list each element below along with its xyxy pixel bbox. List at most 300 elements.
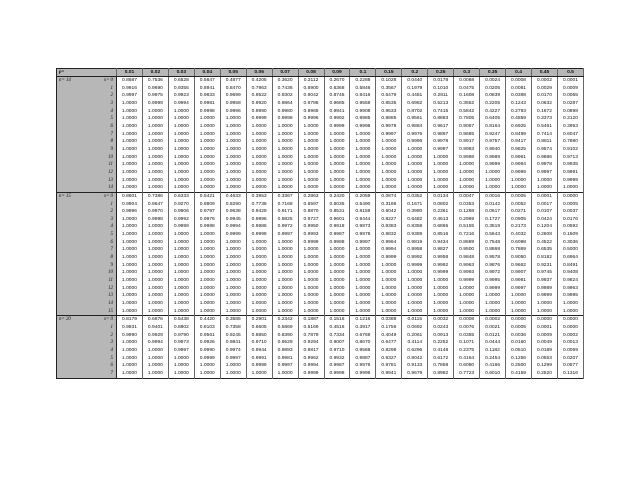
row-label [57, 138, 117, 146]
binomial-cdf-table [56, 68, 584, 379]
table-cell: 1.0000 [402, 308, 428, 316]
table-cell: 1.0000 [246, 254, 272, 262]
table-cell: 0.7805 [454, 115, 480, 123]
table-cell: 1.0000 [117, 115, 143, 123]
row-label [57, 339, 117, 347]
table-cell: 1.0000 [246, 123, 272, 131]
table-cell: 0.9832 [376, 231, 402, 239]
row-label [57, 216, 117, 224]
table-cell: 1.0000 [402, 154, 428, 162]
table-cell: 0.9975 [142, 92, 168, 100]
x-label: x= 0 [103, 193, 113, 199]
table-cell: 1.0000 [220, 300, 246, 308]
row-label [57, 262, 117, 270]
x-label: 14 [108, 185, 113, 191]
table-cell: 0.2342 [272, 316, 298, 324]
n-label: n= 20 [59, 317, 71, 323]
table-cell: 0.2205 [480, 100, 506, 108]
table-cell: 0.3980 [402, 208, 428, 216]
table-cell: 1.0000 [298, 262, 324, 270]
table-cell: 0.8358 [402, 223, 428, 231]
table-cell: 0.4877 [220, 77, 246, 85]
table-cell: 0.9873 [350, 223, 376, 231]
table-cell: 1.0000 [324, 161, 350, 169]
table-cell: 0.9987 [324, 231, 350, 239]
table-cell: 1.0000 [272, 262, 298, 270]
x-label: 3 [110, 340, 113, 346]
table-row [57, 123, 584, 131]
row-label [57, 169, 117, 177]
table-cell: 0.9983 [454, 146, 480, 154]
table-row [57, 216, 584, 224]
table-cell: 0.0107 [532, 208, 558, 216]
table-cell: 0.0577 [557, 362, 583, 370]
table-row [57, 108, 584, 116]
table-cell: 0.0059 [557, 347, 583, 355]
table-cell: 0.5213 [428, 100, 454, 108]
table-cell: 1.0000 [376, 269, 402, 277]
table-cell: 0.0388 [376, 316, 402, 324]
p-value-header: 0.1 [350, 69, 376, 77]
table-cell: 1.0000 [142, 262, 168, 270]
table-cell: 1.0000 [142, 308, 168, 316]
table-cell: 0.1509 [557, 231, 583, 239]
table-cell: 0.2059 [350, 192, 376, 200]
table-cell: 0.7414 [532, 131, 558, 139]
table-cell: 1.0000 [168, 239, 194, 247]
table-cell: 0.9998 [142, 216, 168, 224]
table-cell: 1.0000 [168, 277, 194, 285]
table-cell: 0.4148 [428, 347, 454, 355]
table-cell: 0.9997 [376, 131, 402, 139]
table-cell: 0.8811 [532, 138, 558, 146]
table-cell: 0.0592 [557, 223, 583, 231]
table-header-row [57, 69, 584, 77]
table-cell: 1.0000 [557, 184, 583, 192]
table-cell: 0.5155 [454, 223, 480, 231]
table-cell: 1.0000 [117, 362, 143, 370]
table-cell: 0.9941 [376, 370, 402, 378]
table-cell: 0.6080 [454, 362, 480, 370]
table-cell: 1.0000 [376, 138, 402, 146]
table-cell: 1.0000 [246, 161, 272, 169]
table-cell: 0.0553 [532, 355, 558, 363]
table-row [57, 115, 584, 123]
table-cell: 0.9976 [350, 362, 376, 370]
table-cell: 0.9999 [324, 123, 350, 131]
row-label [57, 201, 117, 209]
row-label [57, 85, 117, 93]
table-cell: 1.0000 [142, 154, 168, 162]
table-cell: 0.9999 [532, 292, 558, 300]
table-cell: 1.0000 [506, 300, 532, 308]
table-cell: 1.0000 [506, 292, 532, 300]
table-cell: 1.0000 [168, 300, 194, 308]
table-cell: 1.0000 [350, 131, 376, 139]
x-label: 5 [110, 232, 113, 238]
table-cell: 1.0000 [220, 308, 246, 316]
table-cell: 0.1216 [350, 316, 376, 324]
table-cell: 0.1071 [454, 339, 480, 347]
table-cell: 0.8416 [350, 92, 376, 100]
table-cell: 1.0000 [117, 239, 143, 247]
table-cell: 1.0000 [220, 184, 246, 192]
table-cell: 0.3567 [376, 85, 402, 93]
table-cell: 0.9886 [532, 154, 558, 162]
table-cell: 0.9885 [376, 115, 402, 123]
table-cell: 1.0000 [117, 285, 143, 293]
table-cell: 0.9997 [220, 355, 246, 363]
table-row [57, 339, 584, 347]
table-cell: 1.0000 [350, 169, 376, 177]
table-cell: 1.0000 [246, 300, 272, 308]
table-cell: 0.0005 [557, 201, 583, 209]
table-cell: 0.9067 [454, 123, 480, 131]
table-cell: 1.0000 [220, 161, 246, 169]
table-cell: 0.7963 [246, 85, 272, 93]
table-cell: 0.9522 [246, 92, 272, 100]
table-row [57, 332, 584, 340]
table-cell: 1.0000 [272, 138, 298, 146]
table-cell: 0.9996 [350, 370, 376, 378]
table-cell: 0.2670 [324, 77, 350, 85]
table-cell: 1.0000 [194, 177, 220, 185]
x-label: 2 [110, 332, 113, 338]
table-cell: 1.0000 [402, 177, 428, 185]
table-cell: 1.0000 [194, 123, 220, 131]
table-cell: 0.9997 [117, 92, 143, 100]
p-value-header: 0.07 [272, 69, 298, 77]
p-value-header: 0.09 [324, 69, 350, 77]
table-cell: 1.0000 [298, 285, 324, 293]
table-cell: 0.9710 [324, 347, 350, 355]
table-cell: 0.2288 [350, 77, 376, 85]
table-cell: 0.1979 [402, 85, 428, 93]
table-cell: 1.0000 [506, 177, 532, 185]
row-label [57, 324, 117, 332]
table-cell: 1.0000 [272, 154, 298, 162]
table-cell: 0.0189 [532, 347, 558, 355]
table-cell: 1.0000 [272, 161, 298, 169]
table-cell: 0.9713 [557, 154, 583, 162]
table-cell: 0.0052 [506, 201, 532, 209]
table-cell: 1.0000 [402, 161, 428, 169]
table-cell: 0.9999 [142, 100, 168, 108]
table-cell: 1.0000 [298, 154, 324, 162]
table-cell: 1.0000 [272, 169, 298, 177]
table-cell: 0.2361 [428, 208, 454, 216]
table-cell: 0.9999 [168, 223, 194, 231]
table-cell: 0.9999 [557, 177, 583, 185]
table-cell: 0.5000 [557, 246, 583, 254]
table-cell: 0.5846 [350, 85, 376, 93]
table-cell: 0.9958 [220, 100, 246, 108]
table-cell: 1.0000 [194, 169, 220, 177]
table-cell: 1.0000 [168, 262, 194, 270]
table-cell: 0.8868 [480, 246, 506, 254]
table-row [57, 370, 584, 378]
table-cell: 0.9897 [428, 131, 454, 139]
table-cell: 0.9996 [220, 108, 246, 116]
x-label: 3 [110, 100, 113, 106]
table-row [57, 201, 584, 209]
table-cell: 1.0000 [142, 239, 168, 247]
table-cell: 0.8470 [220, 85, 246, 93]
x-label: 1 [110, 85, 113, 91]
table-cell: 0.6982 [402, 100, 428, 108]
table-cell: 0.0002 [557, 332, 583, 340]
table-cell: 1.0000 [350, 308, 376, 316]
row-label [57, 131, 117, 139]
table-cell: 0.9999 [298, 370, 324, 378]
table-cell: 0.8941 [194, 85, 220, 93]
table-cell: 0.0009 [532, 332, 558, 340]
table-cell: 0.9294 [298, 339, 324, 347]
table-cell: 0.6047 [557, 131, 583, 139]
table-cell: 1.0000 [480, 300, 506, 308]
table-cell: 0.1256 [506, 355, 532, 363]
table-cell: 0.9389 [402, 231, 428, 239]
table-cell: 0.9994 [142, 339, 168, 347]
table-cell: 0.9817 [298, 347, 324, 355]
table-cell: 0.0036 [506, 332, 532, 340]
table-cell: 0.8499 [506, 131, 532, 139]
x-label: 5 [110, 355, 113, 361]
table-cell: 1.0000 [246, 292, 272, 300]
table-cell: 0.9533 [376, 108, 402, 116]
table-cell: 1.0000 [168, 254, 194, 262]
table-cell: 1.0000 [350, 246, 376, 254]
table-cell: 0.0115 [402, 316, 428, 324]
table-cell: 0.9961 [506, 154, 532, 162]
table-cell: 1.0000 [142, 108, 168, 116]
table-cell: 0.3519 [480, 223, 506, 231]
table-cell: 0.9944 [246, 347, 272, 355]
table-cell: 0.1672 [532, 108, 558, 116]
row-label [57, 108, 117, 116]
table-cell: 0.6098 [506, 239, 532, 247]
table-cell: 1.0000 [194, 292, 220, 300]
table-cell: 0.0271 [506, 208, 532, 216]
table-cell: 0.9992 [402, 254, 428, 262]
p-value-header: 0.3 [454, 69, 480, 77]
table-cell: 0.0353 [454, 201, 480, 209]
table-cell: 1.0000 [454, 308, 480, 316]
row-label [57, 123, 117, 131]
table-cell: 0.8809 [194, 201, 220, 209]
table-cell: 0.5421 [194, 192, 220, 200]
table-cell: 0.1516 [324, 316, 350, 324]
table-cell: 0.8601 [117, 192, 143, 200]
table-cell: 1.0000 [298, 138, 324, 146]
table-cell: 0.0398 [506, 92, 532, 100]
table-cell: 0.0134 [428, 192, 454, 200]
table-cell: 0.0068 [454, 77, 480, 85]
table-cell: 1.0000 [168, 355, 194, 363]
table-cell: 1.0000 [117, 277, 143, 285]
table-cell: 0.5169 [298, 324, 324, 332]
x-label: 12 [108, 169, 113, 175]
x-label: 2 [110, 93, 113, 99]
table-cell: 0.7415 [428, 108, 454, 116]
table-cell: 1.0000 [454, 300, 480, 308]
table-cell: 0.9887 [350, 355, 376, 363]
table-cell: 1.0000 [428, 161, 454, 169]
table-cell: 0.7723 [454, 370, 480, 378]
p-value-header: 0.05 [220, 69, 246, 77]
table-cell: 0.1243 [506, 100, 532, 108]
table-cell: 0.8042 [402, 355, 428, 363]
table-cell: 0.2520 [532, 370, 558, 378]
table-cell: 1.0000 [194, 231, 220, 239]
table-cell: 0.8179 [117, 316, 143, 324]
table-cell: 1.0000 [298, 269, 324, 277]
table-cell: 1.0000 [142, 347, 168, 355]
table-cell: 0.1727 [480, 216, 506, 224]
table-cell: 1.0000 [350, 154, 376, 162]
table-cell: 0.9987 [324, 362, 350, 370]
table-cell: 0.1887 [298, 316, 324, 324]
table-cell: 1.0000 [194, 138, 220, 146]
table-cell: 1.0000 [220, 370, 246, 378]
table-cell: 1.0000 [117, 108, 143, 116]
table-cell: 0.5869 [272, 324, 298, 332]
table-cell: 0.1756 [376, 324, 402, 332]
table-row [57, 308, 584, 316]
table-cell: 1.0000 [220, 115, 246, 123]
table-cell: 1.0000 [194, 161, 220, 169]
table-cell: 1.0000 [220, 138, 246, 146]
table-cell: 1.0000 [246, 131, 272, 139]
table-cell: 0.4516 [324, 324, 350, 332]
table-cell: 0.9989 [532, 285, 558, 293]
p-value-header: 0.35 [480, 69, 506, 77]
table-cell: 1.0000 [350, 285, 376, 293]
table-cell: 1.0000 [168, 123, 194, 131]
table-cell: 1.0000 [402, 146, 428, 154]
table-cell: 0.9662 [506, 262, 532, 270]
table-cell: 0.9647 [142, 201, 168, 209]
table-cell: 0.0352 [402, 192, 428, 200]
table-cell: 1.0000 [272, 254, 298, 262]
table-cell: 1.0000 [142, 269, 168, 277]
table-cell: 0.4205 [246, 77, 272, 85]
table-cell: 0.9999 [246, 115, 272, 123]
table-cell: 0.9992 [168, 216, 194, 224]
table-cell: 1.0000 [376, 161, 402, 169]
x-label: 5 [110, 116, 113, 122]
table-cell: 1.0000 [142, 169, 168, 177]
table-cell: 1.0000 [168, 370, 194, 378]
x-label: 6 [110, 123, 113, 129]
table-cell: 0.1204 [532, 223, 558, 231]
table-cell: 1.0000 [194, 115, 220, 123]
table-cell: 1.0000 [220, 154, 246, 162]
table-cell: 1.0000 [246, 169, 272, 177]
table-cell: 0.9992 [428, 262, 454, 270]
table-cell: 0.9690 [142, 85, 168, 93]
table-row [57, 355, 584, 363]
table-row [57, 285, 584, 293]
table-cell: 0.9907 [506, 269, 532, 277]
table-cell: 1.0000 [350, 277, 376, 285]
table-cell: 0.9998 [194, 108, 220, 116]
table-cell: 0.6477 [376, 339, 402, 347]
table-cell: 1.0000 [428, 177, 454, 185]
table-cell: 0.0065 [557, 92, 583, 100]
x-label: 1 [110, 325, 113, 330]
table-cell: 1.0000 [350, 177, 376, 185]
table-row [57, 184, 584, 192]
table-cell: 0.7358 [220, 324, 246, 332]
x-label: 10 [108, 270, 113, 276]
table-cell: 1.0000 [454, 169, 480, 177]
table-cell: 0.9999 [376, 254, 402, 262]
table-cell: 0.8687 [117, 77, 143, 85]
table-cell: 0.0001 [532, 324, 558, 332]
table-row [57, 254, 584, 262]
table-cell: 0.9997 [168, 347, 194, 355]
x-label: 7 [110, 370, 113, 376]
table-cell: 1.0000 [376, 177, 402, 185]
table-cell: 0.2811 [428, 92, 454, 100]
x-label: 1 [110, 201, 113, 207]
table-cell: 1.0000 [557, 300, 583, 308]
table-cell: 0.4166 [480, 362, 506, 370]
table-cell: 0.7436 [272, 85, 298, 93]
table-cell: 0.4420 [194, 316, 220, 324]
table-cell: 1.0000 [142, 285, 168, 293]
p-value-header: 0.03 [168, 69, 194, 77]
table-cell: 0.9904 [117, 201, 143, 209]
table-cell: 0.0207 [557, 355, 583, 363]
table-cell: 0.7548 [480, 239, 506, 247]
table-cell: 0.9981 [272, 355, 298, 363]
table-cell: 0.6010 [480, 370, 506, 378]
row-label [57, 208, 117, 216]
table-cell: 0.7536 [142, 77, 168, 85]
table-cell: 0.9999 [194, 355, 220, 363]
table-cell: 0.9997 [532, 169, 558, 177]
table-cell: 0.9973 [168, 339, 194, 347]
row-label [57, 146, 117, 154]
table-cell: 1.0000 [194, 277, 220, 285]
table-cell: 1.0000 [324, 292, 350, 300]
table-cell: 0.9980 [272, 108, 298, 116]
table-cell: 1.0000 [117, 184, 143, 192]
table-cell: 0.9786 [298, 100, 324, 108]
table-cell: 0.9993 [454, 269, 480, 277]
table-cell: 1.0000 [298, 308, 324, 316]
table-cell: 1.0000 [480, 177, 506, 185]
table-cell: 0.0000 [506, 316, 532, 324]
row-label [57, 277, 117, 285]
table-cell: 1.0000 [402, 285, 428, 293]
table-cell: 0.2500 [506, 362, 532, 370]
table-cell: 0.9999 [506, 169, 532, 177]
table-cell: 1.0000 [272, 184, 298, 192]
table-cell: 0.4522 [532, 239, 558, 247]
table-cell: 1.0000 [168, 131, 194, 139]
table-cell: 1.0000 [272, 239, 298, 247]
table-cell: 1.0000 [324, 300, 350, 308]
table-cell: 0.7880 [557, 138, 583, 146]
row-label [57, 100, 117, 108]
table-cell: 1.0000 [324, 285, 350, 293]
table-cell: 0.4227 [480, 108, 506, 116]
table-cell: 0.9990 [117, 332, 143, 340]
row-label [57, 316, 117, 324]
